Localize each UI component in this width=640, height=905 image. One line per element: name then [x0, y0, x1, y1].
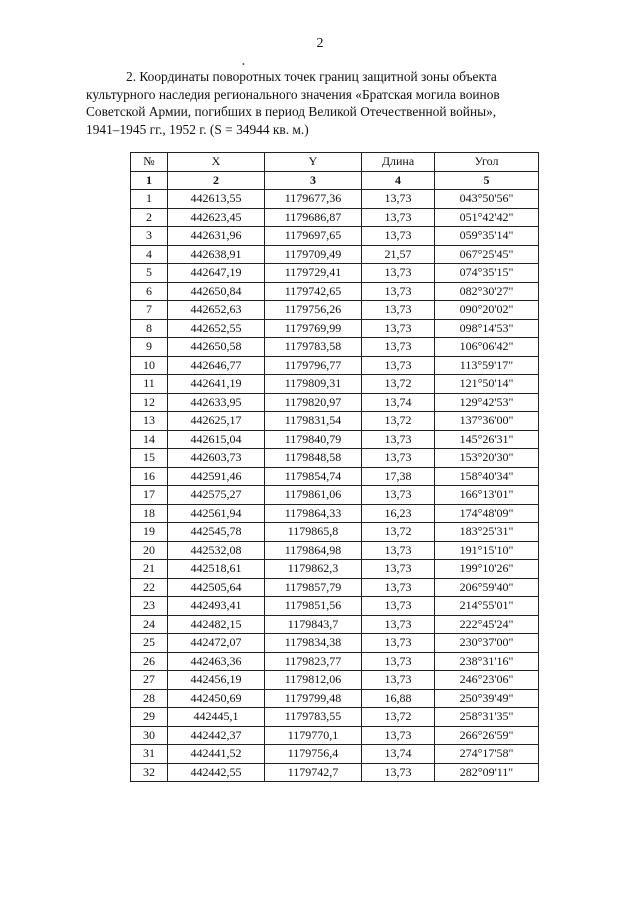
section-heading	[86, 68, 576, 138]
cell-angle: 214°55'01"	[435, 597, 539, 616]
table-row	[131, 615, 539, 634]
cell-y: 1179809,31	[265, 375, 362, 394]
cell-x: 442647,19	[168, 264, 265, 283]
cell-angle: 258°31'35"	[435, 708, 539, 727]
cell-length: 13,73	[362, 227, 435, 246]
cell-y: 1179820,97	[265, 393, 362, 412]
cell-number: 28	[131, 689, 168, 708]
cell-y: 1179783,58	[265, 338, 362, 357]
cell-x: 442631,96	[168, 227, 265, 246]
cell-number: 16	[131, 467, 168, 486]
table-row	[131, 338, 539, 357]
cell-number: 19	[131, 523, 168, 542]
cell-number: 2	[131, 208, 168, 227]
cell-number: 13	[131, 412, 168, 431]
cell-x: 442463,36	[168, 652, 265, 671]
cell-angle: 145°26'31"	[435, 430, 539, 449]
cell-y: 1179769,99	[265, 319, 362, 338]
cell-x: 442650,84	[168, 282, 265, 301]
cell-x: 442638,91	[168, 245, 265, 264]
cell-y: 1179857,79	[265, 578, 362, 597]
cell-angle: 067°25'45"	[435, 245, 539, 264]
cell-number: 9	[131, 338, 168, 357]
cell-x: 442603,73	[168, 449, 265, 468]
table-row	[131, 264, 539, 283]
cell-angle: 166°13'01"	[435, 486, 539, 505]
cell-y: 1179831,54	[265, 412, 362, 431]
cell-length: 13,72	[362, 708, 435, 727]
table-row	[131, 301, 539, 320]
cell-length: 13,73	[362, 190, 435, 209]
table-row	[131, 689, 539, 708]
table-row	[131, 227, 539, 246]
table-row	[131, 375, 539, 394]
cell-y: 1179864,98	[265, 541, 362, 560]
cell-angle: 250°39'49"	[435, 689, 539, 708]
cell-length: 13,73	[362, 671, 435, 690]
heading-line: 1941–1945 гг., 1952 г. (S = 34944 кв. м.)	[86, 121, 309, 137]
cell-length: 13,73	[362, 597, 435, 616]
cell-number: 22	[131, 578, 168, 597]
table-row	[131, 634, 539, 653]
cell-length: 13,74	[362, 745, 435, 764]
cell-y: 1179742,7	[265, 763, 362, 782]
cell-angle: 206°59'40"	[435, 578, 539, 597]
cell-angle: 129°42'53"	[435, 393, 539, 412]
cell-length: 17,38	[362, 467, 435, 486]
cell-length: 13,73	[362, 634, 435, 653]
cell-x: 442652,63	[168, 301, 265, 320]
cell-length: 13,73	[362, 338, 435, 357]
cell-number: 30	[131, 726, 168, 745]
cell-number: 15	[131, 449, 168, 468]
table-row	[131, 504, 539, 523]
cell-number: 17	[131, 486, 168, 505]
header-angle: Угол	[435, 153, 539, 172]
cell-x: 442545,78	[168, 523, 265, 542]
table-row	[131, 745, 539, 764]
cell-length: 21,57	[362, 245, 435, 264]
cell-number: 7	[131, 301, 168, 320]
cell-angle: 282°09'11"	[435, 763, 539, 782]
cell-x: 442641,19	[168, 375, 265, 394]
cell-length: 13,72	[362, 412, 435, 431]
cell-angle: 113°59'17"	[435, 356, 539, 375]
cell-length: 13,73	[362, 615, 435, 634]
column-number-row	[131, 171, 539, 190]
cell-x: 442613,55	[168, 190, 265, 209]
scan-mark: •	[242, 60, 245, 69]
cell-y: 1179799,48	[265, 689, 362, 708]
cell-angle: 191°15'10"	[435, 541, 539, 560]
cell-number: 14	[131, 430, 168, 449]
cell-number: 12	[131, 393, 168, 412]
cell-length: 13,73	[362, 578, 435, 597]
cell-number: 1	[131, 190, 168, 209]
cell-length: 13,73	[362, 726, 435, 745]
cell-number: 11	[131, 375, 168, 394]
cell-length: 13,73	[362, 208, 435, 227]
column-number: 3	[265, 171, 362, 190]
cell-number: 29	[131, 708, 168, 727]
table-row	[131, 578, 539, 597]
cell-number: 26	[131, 652, 168, 671]
cell-x: 442623,45	[168, 208, 265, 227]
cell-y: 1179756,4	[265, 745, 362, 764]
cell-y: 1179677,36	[265, 190, 362, 209]
cell-x: 442505,64	[168, 578, 265, 597]
cell-angle: 158°40'34"	[435, 467, 539, 486]
table-row	[131, 671, 539, 690]
header-number: №	[131, 153, 168, 172]
cell-angle: 222°45'24"	[435, 615, 539, 634]
cell-number: 27	[131, 671, 168, 690]
cell-x: 442441,52	[168, 745, 265, 764]
cell-number: 31	[131, 745, 168, 764]
cell-length: 13,73	[362, 652, 435, 671]
cell-y: 1179864,33	[265, 504, 362, 523]
table-header-row	[131, 153, 539, 172]
cell-x: 442633,95	[168, 393, 265, 412]
cell-length: 16,23	[362, 504, 435, 523]
header-length: Длина	[362, 153, 435, 172]
cell-angle: 090°20'02"	[435, 301, 539, 320]
table-row	[131, 245, 539, 264]
cell-x: 442450,69	[168, 689, 265, 708]
cell-angle: 238°31'16"	[435, 652, 539, 671]
cell-number: 6	[131, 282, 168, 301]
cell-length: 13,73	[362, 449, 435, 468]
cell-x: 442493,41	[168, 597, 265, 616]
table-row	[131, 726, 539, 745]
cell-y: 1179848,58	[265, 449, 362, 468]
header-y: Y	[265, 153, 362, 172]
cell-x: 442442,55	[168, 763, 265, 782]
cell-angle: 199°10'26"	[435, 560, 539, 579]
cell-x: 442615,04	[168, 430, 265, 449]
cell-number: 3	[131, 227, 168, 246]
cell-x: 442442,37	[168, 726, 265, 745]
heading-line: 2. Координаты поворотных точек границ защитной зоны объекта	[126, 69, 497, 84]
cell-angle: 153°20'30"	[435, 449, 539, 468]
cell-y: 1179851,56	[265, 597, 362, 616]
cell-y: 1179697,65	[265, 227, 362, 246]
cell-length: 13,73	[362, 301, 435, 320]
table-row	[131, 430, 539, 449]
cell-length: 13,73	[362, 264, 435, 283]
table-row	[131, 393, 539, 412]
heading-line: Советской Армии, погибших в период Великой Отечественной войны»,	[86, 104, 497, 120]
table-row	[131, 597, 539, 616]
table-row	[131, 763, 539, 782]
cell-length: 13,72	[362, 523, 435, 542]
cell-angle: 266°26'59"	[435, 726, 539, 745]
cell-number: 18	[131, 504, 168, 523]
table-row	[131, 708, 539, 727]
cell-angle: 174°48'09"	[435, 504, 539, 523]
cell-length: 13,72	[362, 375, 435, 394]
cell-angle: 043°50'56"	[435, 190, 539, 209]
cell-length: 13,73	[362, 282, 435, 301]
cell-number: 20	[131, 541, 168, 560]
cell-y: 1179854,74	[265, 467, 362, 486]
table-row	[131, 449, 539, 468]
column-number: 1	[131, 171, 168, 190]
cell-length: 13,73	[362, 560, 435, 579]
cell-number: 25	[131, 634, 168, 653]
table-row	[131, 523, 539, 542]
column-number: 5	[435, 171, 539, 190]
header-x: X	[168, 153, 265, 172]
cell-x: 442625,17	[168, 412, 265, 431]
cell-x: 442652,55	[168, 319, 265, 338]
cell-y: 1179840,79	[265, 430, 362, 449]
cell-x: 442575,27	[168, 486, 265, 505]
cell-y: 1179796,77	[265, 356, 362, 375]
cell-length: 13,73	[362, 763, 435, 782]
table-row	[131, 560, 539, 579]
cell-angle: 059°35'14"	[435, 227, 539, 246]
cell-length: 16,88	[362, 689, 435, 708]
cell-y: 1179861,06	[265, 486, 362, 505]
cell-y: 1179770,1	[265, 726, 362, 745]
cell-number: 21	[131, 560, 168, 579]
cell-angle: 051°42'42"	[435, 208, 539, 227]
cell-y: 1179756,26	[265, 301, 362, 320]
column-number: 4	[362, 171, 435, 190]
cell-y: 1179709,49	[265, 245, 362, 264]
cell-x: 442445,1	[168, 708, 265, 727]
cell-y: 1179834,38	[265, 634, 362, 653]
cell-length: 13,74	[362, 393, 435, 412]
cell-length: 13,73	[362, 541, 435, 560]
cell-x: 442646,77	[168, 356, 265, 375]
cell-length: 13,73	[362, 486, 435, 505]
table-row	[131, 208, 539, 227]
cell-number: 10	[131, 356, 168, 375]
table-row	[131, 282, 539, 301]
cell-angle: 274°17'58"	[435, 745, 539, 764]
cell-y: 1179843,7	[265, 615, 362, 634]
cell-angle: 137°36'00"	[435, 412, 539, 431]
page-number: 2	[316, 36, 324, 51]
cell-number: 4	[131, 245, 168, 264]
cell-angle: 230°37'00"	[435, 634, 539, 653]
cell-angle: 074°35'15"	[435, 264, 539, 283]
cell-y: 1179742,65	[265, 282, 362, 301]
cell-number: 32	[131, 763, 168, 782]
cell-x: 442591,46	[168, 467, 265, 486]
cell-angle: 106°06'42"	[435, 338, 539, 357]
coordinates-table	[130, 152, 539, 782]
table-row	[131, 412, 539, 431]
cell-y: 1179823,77	[265, 652, 362, 671]
cell-angle: 098°14'53"	[435, 319, 539, 338]
cell-angle: 121°50'14"	[435, 375, 539, 394]
cell-length: 13,73	[362, 319, 435, 338]
cell-y: 1179783,55	[265, 708, 362, 727]
cell-y: 1179862,3	[265, 560, 362, 579]
cell-number: 24	[131, 615, 168, 634]
cell-y: 1179865,8	[265, 523, 362, 542]
cell-angle: 082°30'27"	[435, 282, 539, 301]
column-number: 2	[168, 171, 265, 190]
cell-number: 5	[131, 264, 168, 283]
table-row	[131, 486, 539, 505]
cell-x: 442456,19	[168, 671, 265, 690]
cell-angle: 246°23'06"	[435, 671, 539, 690]
table-row	[131, 319, 539, 338]
cell-y: 1179812,06	[265, 671, 362, 690]
cell-number: 8	[131, 319, 168, 338]
cell-angle: 183°25'31"	[435, 523, 539, 542]
cell-length: 13,73	[362, 430, 435, 449]
cell-length: 13,73	[362, 356, 435, 375]
table-row	[131, 356, 539, 375]
table-row	[131, 190, 539, 209]
table-row	[131, 541, 539, 560]
cell-x: 442532,08	[168, 541, 265, 560]
cell-x: 442482,15	[168, 615, 265, 634]
heading-line: культурного наследия регионального значения «Братская могила воинов	[86, 86, 500, 102]
cell-x: 442650,58	[168, 338, 265, 357]
cell-number: 23	[131, 597, 168, 616]
cell-x: 442472,07	[168, 634, 265, 653]
cell-y: 1179686,87	[265, 208, 362, 227]
cell-y: 1179729,41	[265, 264, 362, 283]
table-body	[131, 190, 539, 782]
table-row	[131, 467, 539, 486]
cell-x: 442561,94	[168, 504, 265, 523]
table-row	[131, 652, 539, 671]
cell-x: 442518,61	[168, 560, 265, 579]
